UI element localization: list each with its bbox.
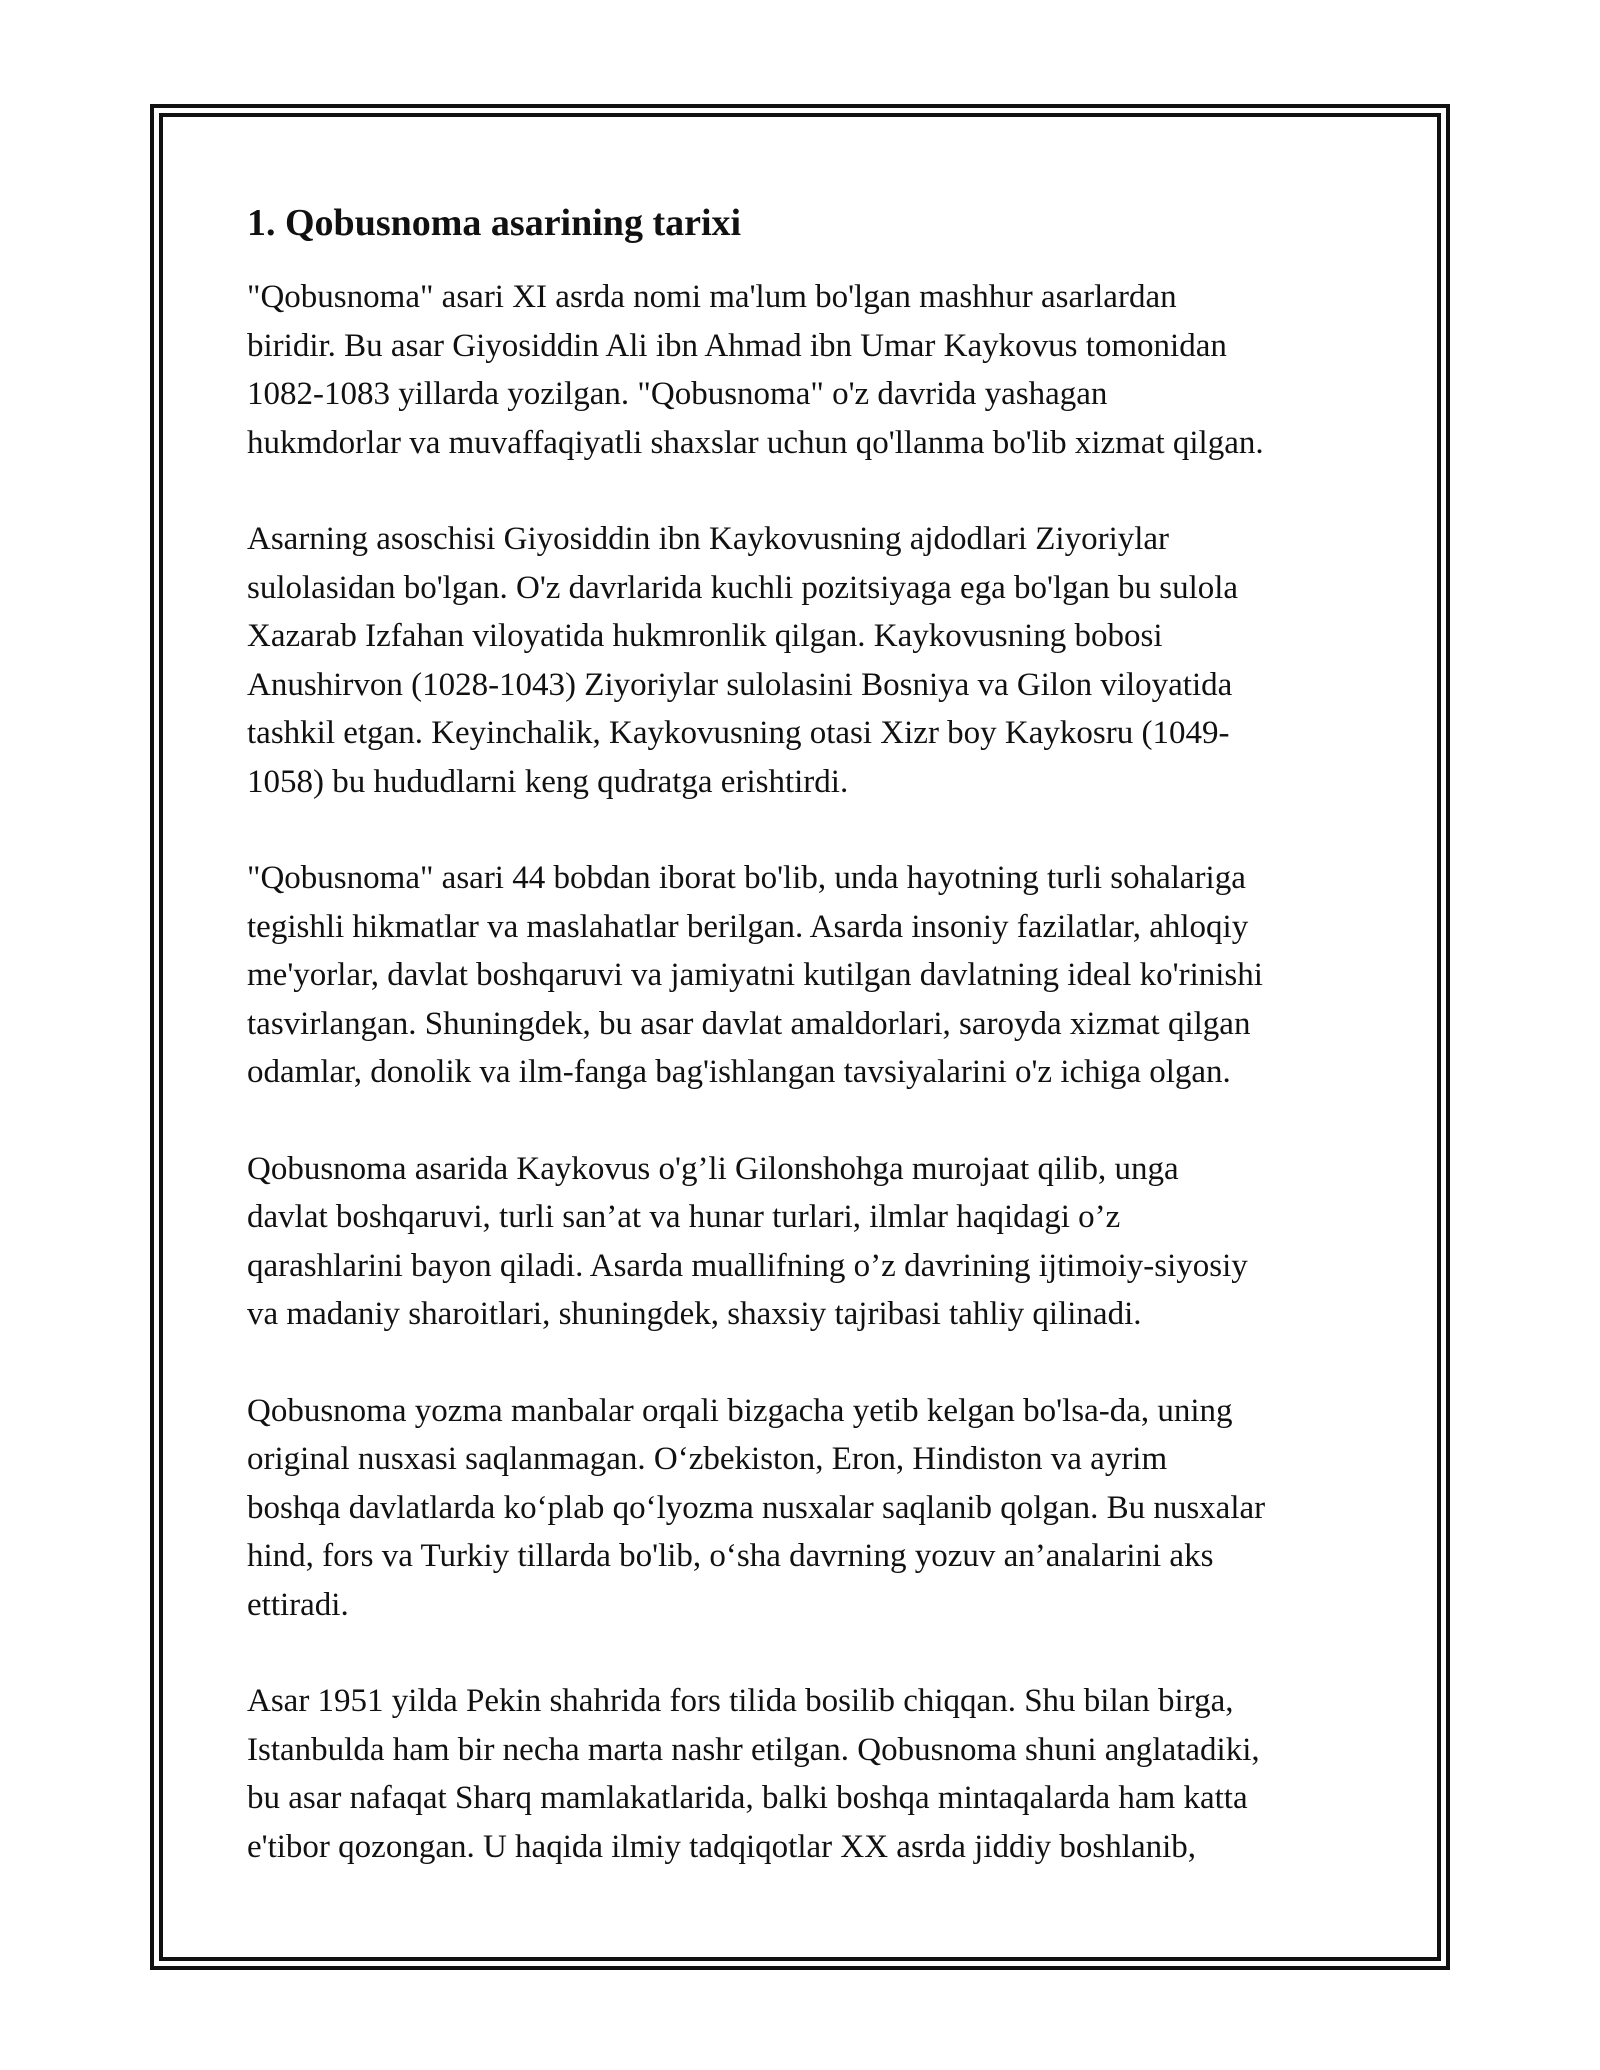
paragraph-line: Istanbulda ham bir necha marta nashr etilgan. Qobusnoma shuni anglatadiki,: [247, 1731, 1260, 1768]
paragraph-line: bu asar nafaqat Sharq mamlakatlarida, balki boshqa mintaqalarda ham katta: [247, 1780, 1248, 1816]
paragraph-line: 1058) bu hududlarni keng qudratga erishtirdi.: [247, 763, 849, 800]
paragraph-line: tashkil etgan. Keyinchalik, Kaykovusning otasi Xizr boy Kaykosru (1049-: [247, 715, 1230, 751]
paragraph-line: Anushirvon (1028-1043) Ziyoriylar sulolasini Bosniya va Gilon viloyatida: [247, 666, 1233, 703]
paragraph-line: "Qobusnoma" asari XI asrda nomi ma'lum bo'lgan mashhur asarlardan: [247, 279, 1177, 315]
paragraph-4: [247, 1145, 1407, 1339]
page-frame-outer: [150, 104, 1450, 1970]
paragraph-line: me'yorlar, davlat boshqaruvi va jamiyatni kutilgan davlatning ideal ko'rinishi: [247, 957, 1263, 993]
paragraph-line: qarashlarini bayon qiladi. Asarda muallifning o’z davrining ijtimoiy-siyosiy: [247, 1247, 1248, 1284]
paragraph-line: odamlar, donolik va ilm-fanga bag'ishlangan tavsiyalarini o'z ichiga olgan.: [247, 1054, 1231, 1090]
paragraph-line: 1082-1083 yillarda yozilgan. "Qobusnoma" o'z davrida yashagan: [247, 376, 1108, 412]
paragraph-line: davlat boshqaruvi, turli san’at va hunar turlari, ilmlar haqidagi o’z: [247, 1199, 1121, 1235]
paragraph-line: biridir. Bu asar Giyosiddin Ali ibn Ahmad ibn Umar Kaykovus tomonidan: [247, 327, 1227, 364]
paragraph-line: sulolasidan bo'lgan. O'z davrlarida kuchli pozitsiyaga ega bo'lgan bu sulola: [247, 569, 1239, 606]
paragraph-line: hind, fors va Turkiy tillarda bo'lib, o‘sha davrning yozuv an’analarini aks: [247, 1538, 1214, 1574]
document-content: [247, 199, 1407, 1919]
paragraph-line: Qobusnoma yozma manbalar orqali bizgacha yetib kelgan bo'lsa-da, uning: [247, 1392, 1233, 1429]
paragraph-line: ettiradi.: [247, 1586, 349, 1623]
paragraph-3: [247, 854, 1407, 1097]
paragraph-line: e'tibor qozongan. U haqida ilmiy tadqiqotlar XX asrda jiddiy boshlanib,: [247, 1828, 1197, 1865]
section-title: 1. Qobusnoma asarining tarixi: [247, 202, 742, 244]
paragraph-1: [247, 273, 1407, 467]
paragraph-line: tegishli hikmatlar va maslahatlar berilgan. Asarda insoniy fazilatlar, ahloqiy: [247, 908, 1249, 945]
paragraph-line: va madaniy sharoitlari, shuningdek, shaxsiy tajribasi tahliy qilinadi.: [247, 1296, 1142, 1332]
paragraph-5: [247, 1387, 1407, 1630]
paragraph-line: Asar 1951 yilda Pekin shahrida fors tilida bosilib chiqqan. Shu bilan birga,: [247, 1683, 1234, 1719]
paragraph-line: Qobusnoma asarida Kaykovus o'g’li Gilonshohga murojaat qilib, unga: [247, 1150, 1179, 1187]
paragraph-line: Xazarab Izfahan viloyatida hukmronlik qilgan. Kaykovusning bobosi: [247, 618, 1163, 654]
paragraph-line: boshqa davlatlarda ko‘plab qo‘lyozma nusxalar saqlanib qolgan. Bu nusxalar: [247, 1489, 1266, 1526]
page-frame-inner: [159, 113, 1441, 1961]
paragraph-6: [247, 1677, 1407, 1871]
paragraph-line: original nusxasi saqlanmagan. O‘zbekiston, Eron, Hindiston va ayrim: [247, 1441, 1168, 1477]
paragraph-line: tasvirlangan. Shuningdek, bu asar davlat amaldorlari, saroyda xizmat qilgan: [247, 1005, 1251, 1042]
paragraph-line: "Qobusnoma" asari 44 bobdan iborat bo'lib, unda hayotning turli sohalariga: [247, 860, 1246, 896]
paragraph-line: Asarning asoschisi Giyosiddin ibn Kaykovusning ajdodlari Ziyoriylar: [247, 521, 1170, 557]
paragraph-2: [247, 515, 1407, 806]
paragraph-line: hukmdorlar va muvaffaqiyatli shaxslar uchun qo'llanma bo'lib xizmat qilgan.: [247, 424, 1264, 461]
